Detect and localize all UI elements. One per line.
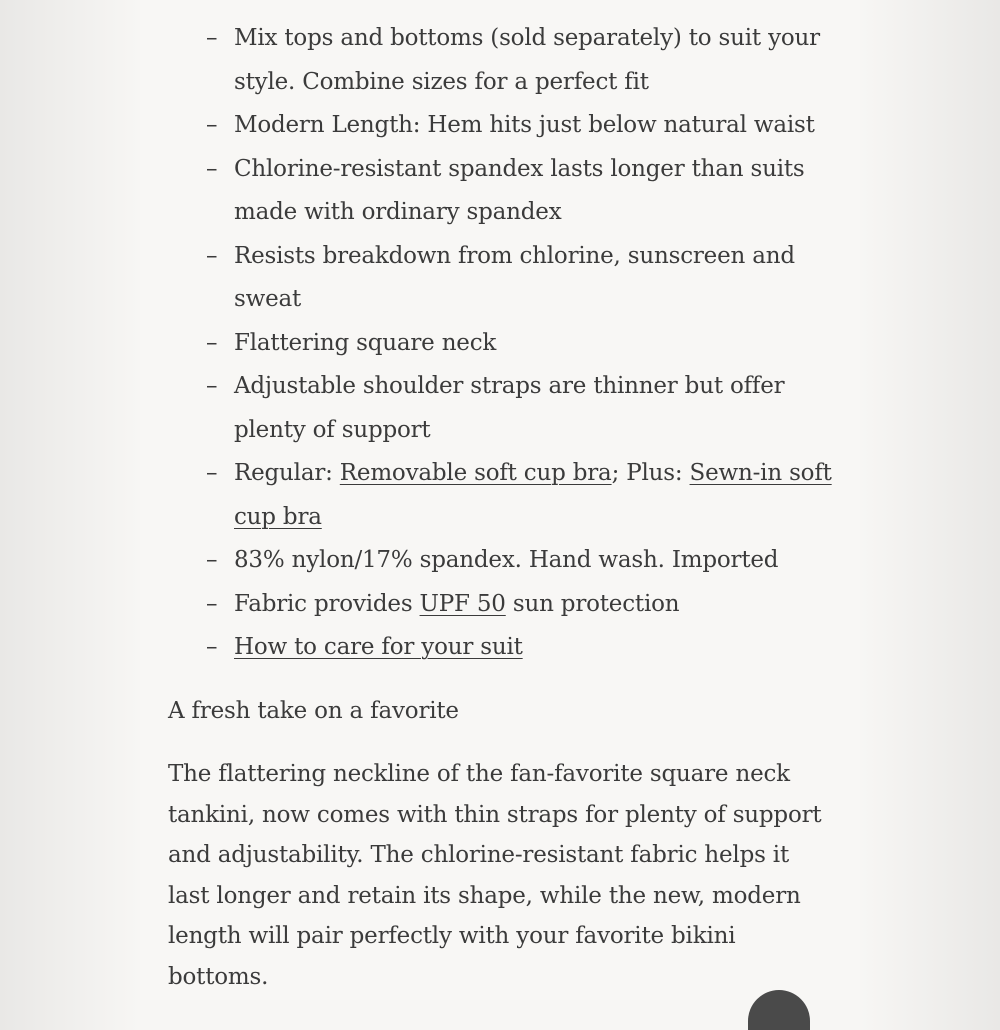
- feature-text: 83% nylon/17% spandex. Hand wash. Imported: [234, 547, 779, 573]
- feature-item: [206, 104, 846, 148]
- list-dash: –: [206, 155, 218, 182]
- feature-text: Flattering square neck: [234, 329, 497, 356]
- product-description: The flattering neckline of the fan-favorite square neck tankini, now comes with thin straps for plenty of support and adjustability. The chlorine-resistant fabric helps it last longer and retain its shape, while the new, modern length will pair perfectly with your favorite bikini bottoms.: [168, 761, 822, 990]
- feature-item: [206, 322, 846, 366]
- product-details-panel: [140, 0, 860, 1000]
- feature-item: [206, 452, 846, 539]
- feature-item: [206, 365, 846, 452]
- feature-link[interactable]: Sewn-in soft cup bra: [234, 460, 832, 530]
- feature-text: Mix tops and bottoms (sold separately) to suit your style. Combine sizes for a perfect fit: [234, 25, 820, 95]
- feature-link[interactable]: UPF 50: [419, 590, 506, 617]
- feature-link[interactable]: How to care for your suit: [234, 634, 523, 660]
- list-dash: –: [206, 112, 218, 138]
- list-dash: –: [206, 242, 218, 269]
- feature-text: Modern Length: Hem hits just below natural waist: [234, 112, 815, 138]
- feature-text: Resists breakdown from chlorine, sunscreen and sweat: [234, 242, 795, 312]
- feature-text: sun protection: [505, 590, 680, 617]
- feature-link[interactable]: Removable soft cup bra: [339, 460, 612, 486]
- feature-item: [206, 235, 846, 322]
- feature-item: [206, 17, 846, 104]
- feature-text: Adjustable shoulder straps are thinner but offer plenty of support: [234, 373, 785, 443]
- feature-text: Fabric provides: [234, 590, 420, 617]
- list-dash: –: [206, 634, 218, 660]
- feature-item: [206, 626, 846, 670]
- feature-item: [206, 583, 846, 627]
- list-dash: –: [206, 590, 218, 617]
- section-subheading: A fresh take on a favorite: [168, 698, 459, 724]
- list-dash: –: [206, 547, 218, 573]
- list-dash: –: [206, 373, 218, 399]
- list-dash: –: [206, 329, 218, 356]
- list-dash: –: [206, 460, 218, 486]
- feature-item: [206, 148, 846, 235]
- feature-text: Regular:: [234, 460, 340, 486]
- feature-list: [206, 17, 846, 670]
- feature-text: Chlorine-resistant spandex lasts longer than suits made with ordinary spandex: [234, 155, 805, 225]
- feature-item: [206, 539, 846, 583]
- list-dash: –: [206, 25, 218, 51]
- feature-text: ; Plus:: [611, 460, 690, 486]
